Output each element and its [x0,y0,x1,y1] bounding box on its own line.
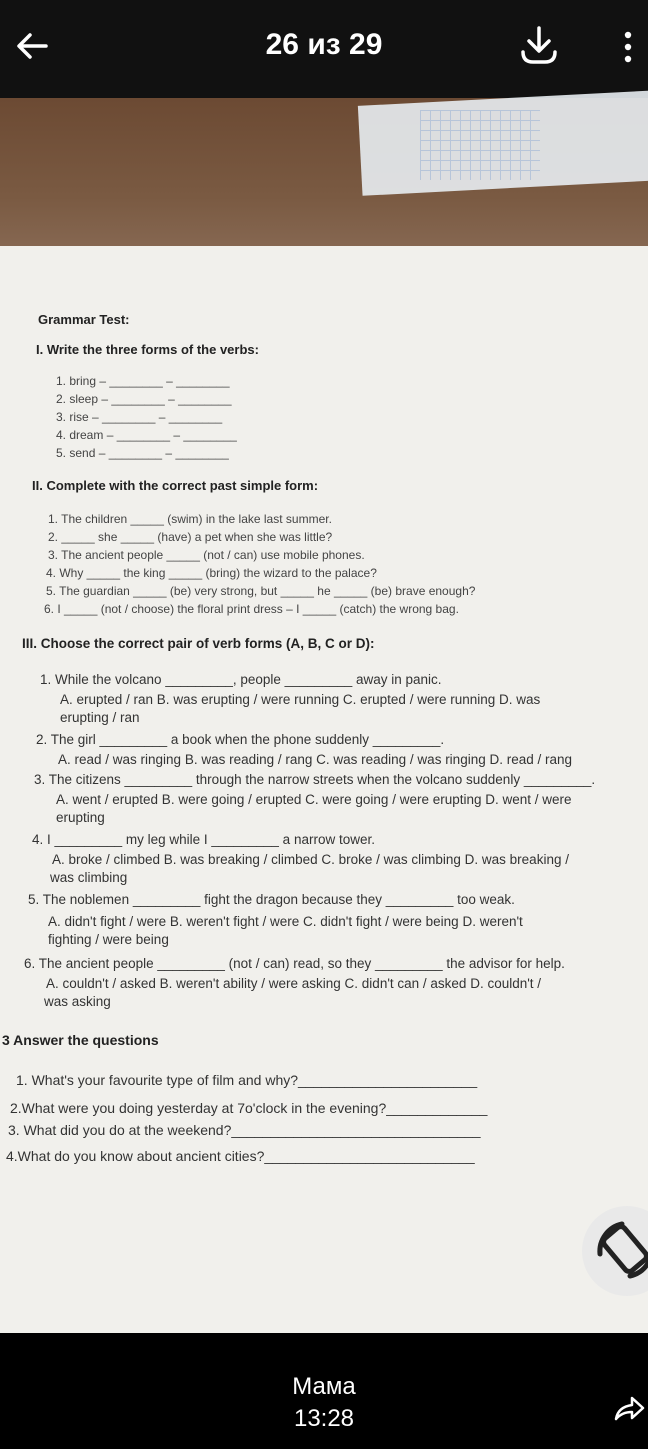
section1-heading: I. Write the three forms of the verbs: [36,342,259,357]
question-line: 3. The citizens _________ through the narrow streets when the volcano suddenly _________. [34,772,596,787]
more-vert-icon[interactable] [618,28,638,68]
options-line: was climbing [50,870,128,885]
top-bar [0,0,648,98]
list-item: 6. I _____ (not / choose) the floral print dress – I _____ (catch) the wrong bag. [44,602,459,616]
options-line: erupting / ran [60,710,140,725]
question-item: 4.What do you know about ancient cities?___________________________ [6,1148,475,1164]
question-item: 1. What's your favourite type of film and why?_______________________ [16,1072,478,1088]
list-item: 1. bring – ________ – ________ [56,374,230,388]
sender-name: Мама [292,1373,356,1400]
message-time: 13:28 [293,1405,355,1432]
notebook-grid [420,110,540,180]
list-item: 3. The ancient people _____ (not / can) use mobile phones. [48,548,365,562]
question-line: 4. I _________ my leg while I _________ a narrow tower. [32,832,375,847]
rotate-screen-button[interactable] [582,1206,648,1296]
list-item: 1. The children _____ (swim) in the lake last summer. [48,512,332,526]
list-item: 3. rise – ________ – ________ [56,410,223,424]
list-item: 5. send – ________ – ________ [56,446,229,460]
worksheet-content [0,246,648,1333]
doc-title: Grammar Test: [38,312,130,327]
list-item: 2. _____ she _____ (have) a pet when she was little? [48,530,333,544]
options-line: A. went / erupted B. were going / erupted C. were going / were erupting D. went / were [56,792,572,807]
section4-heading: 3 Answer the questions [2,1032,159,1048]
options-line: A. didn't fight / were B. weren't fight / were C. didn't fight / were being D. weren't [48,914,523,929]
bottom-bar [0,1333,648,1449]
question-item: 2.What were you doing yesterday at 7o'clock in the evening?_____________ [10,1100,488,1116]
options-line: was asking [44,994,111,1009]
share-icon[interactable] [612,1391,646,1425]
list-item: 5. The guardian _____ (be) very strong, but _____ he _____ (be) brave enough? [46,584,476,598]
options-line: A. read / was ringing B. was reading / rang C. was reading / was ringing D. read / rang [58,752,573,767]
rotate-screen-icon [582,1206,648,1296]
section2-heading: II. Complete with the correct past simple form: [32,478,319,493]
question-line: 2. The girl _________ a book when the phone suddenly _________. [36,732,445,747]
question-item: 3. What did you do at the weekend?________________________________ [8,1122,481,1138]
options-line: A. erupted / ran B. was erupting / were running C. erupted / were running D. was [60,692,541,707]
question-line: 5. The noblemen _________ fight the dragon because they _________ too weak. [28,892,515,907]
page-counter-title: 26 из 29 [265,28,383,61]
download-icon[interactable] [516,22,562,68]
options-line: A. couldn't / asked B. weren't ability / were asking C. didn't can / asked D. couldn't / [46,976,542,991]
options-line: erupting [56,810,105,825]
options-line: fighting / were being [48,932,169,947]
section3-heading: III. Choose the correct pair of verb forms (A, B, C or D): [22,636,375,651]
question-line: 1. While the volcano _________, people _________ away in panic. [40,672,442,687]
question-line: 6. The ancient people _________ (not / can) read, so they _________ the advisor for help. [24,956,565,971]
list-item: 4. dream – ________ – ________ [56,428,237,442]
list-item: 4. Why _____ the king _____ (bring) the wizard to the palace? [46,566,377,580]
list-item: 2. sleep – ________ – ________ [56,392,232,406]
options-line: A. broke / climbed B. was breaking / climbed C. broke / was climbing D. was breaking / [52,852,569,867]
